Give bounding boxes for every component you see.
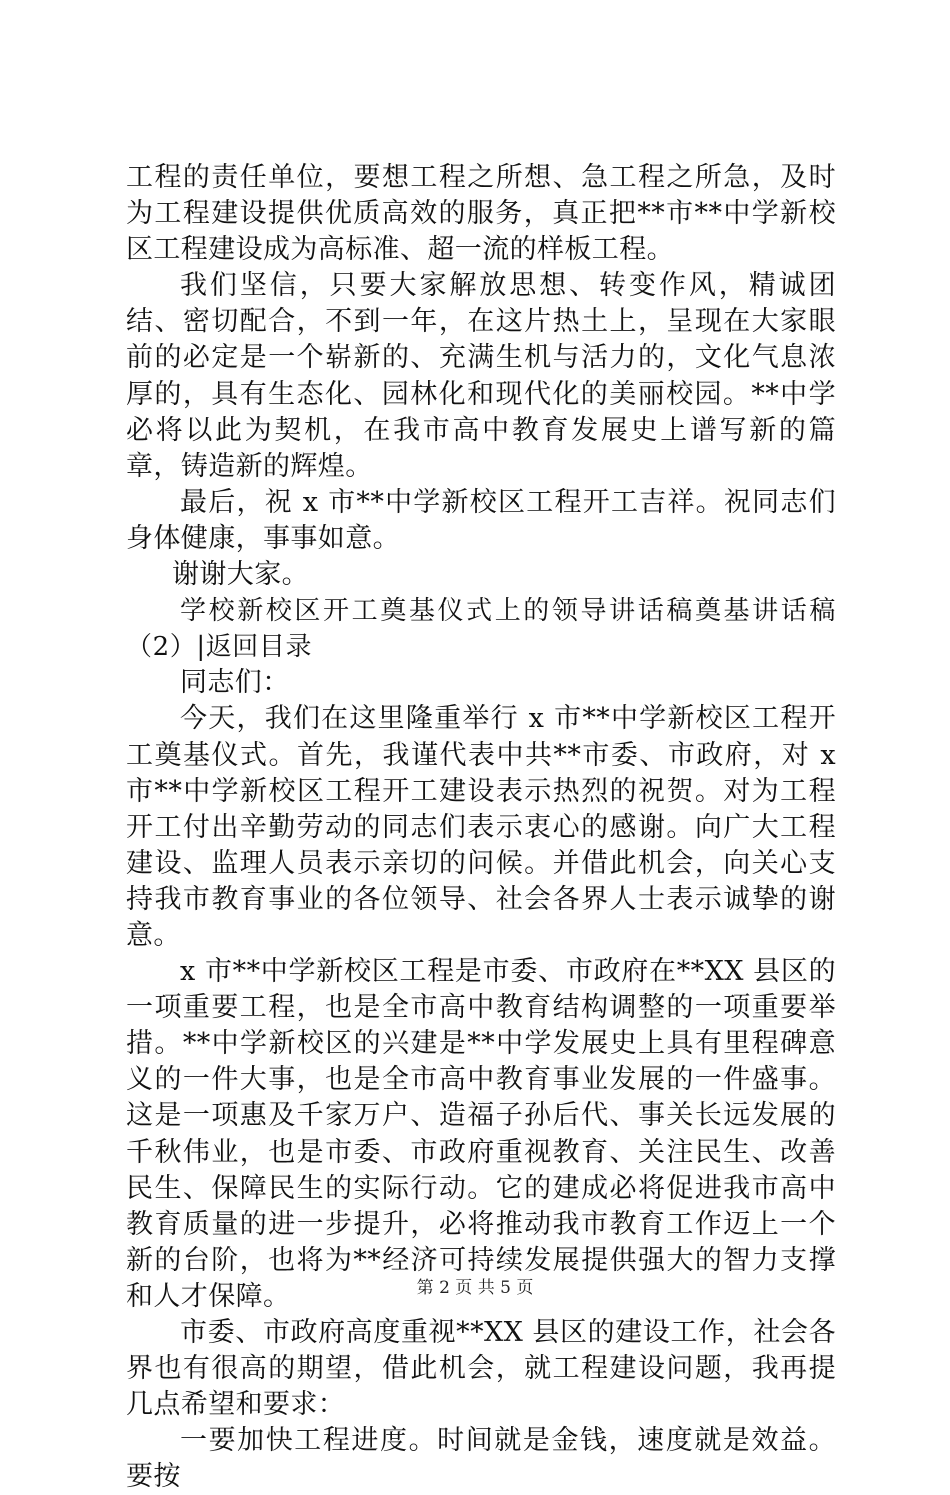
paragraph-project-significance: x 市**中学新校区工程是市委、市政府在**XX 县区的一项重要工程，也是全市高中教育结构调整的一项重要举措。**中学新校区的兴建是**中学发展史上具有里程碑意义的一件大事，也是全市高中教育事业发展的一件盛事。这是一项惠及千家万户、造福子孙后代、事关长远发展的千秋伟业，也是市委、市政府重视教育、关注民生、改善民生、保障民生的实际行动。它的建成必将促进我市高中教育质量的进一步提升，必将推动我市教育工作迈上一个新的台阶，也将为**经济可持续发展提供强大的智力支撑和人才保障。 (126, 956, 836, 1312)
page-number-footer: 第 2 页 共 5 页 (416, 1278, 534, 1298)
paragraph-belief: 我们坚信，只要大家解放思想、转变作风，精诚团结、密切配合，不到一年，在这片热土上，呈现在大家眼前的必定是一个崭新的、充满生机与活力的，文化气息浓厚的，具有生态化、园林化和现代化的美丽校园。**中学必将以此为契机，在我市高中教育发展史上谱写新的篇章，铸造新的辉煌。 (126, 270, 836, 482)
paragraph-requirements-intro: 市委、市政府高度重视**XX 县区的建设工作，社会各界也有很高的期望，借此机会，就工程建设问题，我再提几点希望和要求： (126, 1317, 836, 1421)
paragraph-opening: 今天，我们在这里隆重举行 x 市**中学新校区工程开工奠基仪式。首先，我谨代表中共**市委、市政府，对 x 市**中学新校区工程开工建设表示热烈的祝贺。对为工程开工付出辛勤劳动的同志们表示衷心的感谢。向广大工程建设、监理人员表示亲切的问候。并借此机会，向关心支持我市教育事业的各位领导、社会各界人士表示诚挚的谢意。 (126, 703, 836, 951)
paragraph-requirement-one: 一要加快工程进度。时间就是金钱，速度就是效益。要按 (126, 1425, 836, 1493)
paragraph-salutation: 同志们： (180, 667, 290, 699)
paragraph-closing-wishes: 最后，祝 x 市**中学新校区工程开工吉祥。祝同志们身体健康，事事如意。 (126, 486, 836, 554)
paragraph-thanks: 谢谢大家。 (172, 559, 309, 591)
section-heading: 学校新校区开工奠基仪式上的领导讲话稿奠基讲话稿（2）|返回目录 (126, 596, 836, 663)
paragraph-continued: 工程的责任单位，要想工程之所想、急工程之所急，及时为工程建设提供优质高效的服务，真正把**市**中学新校区工程建设成为高标准、超一流的样板工程。 (126, 162, 836, 266)
